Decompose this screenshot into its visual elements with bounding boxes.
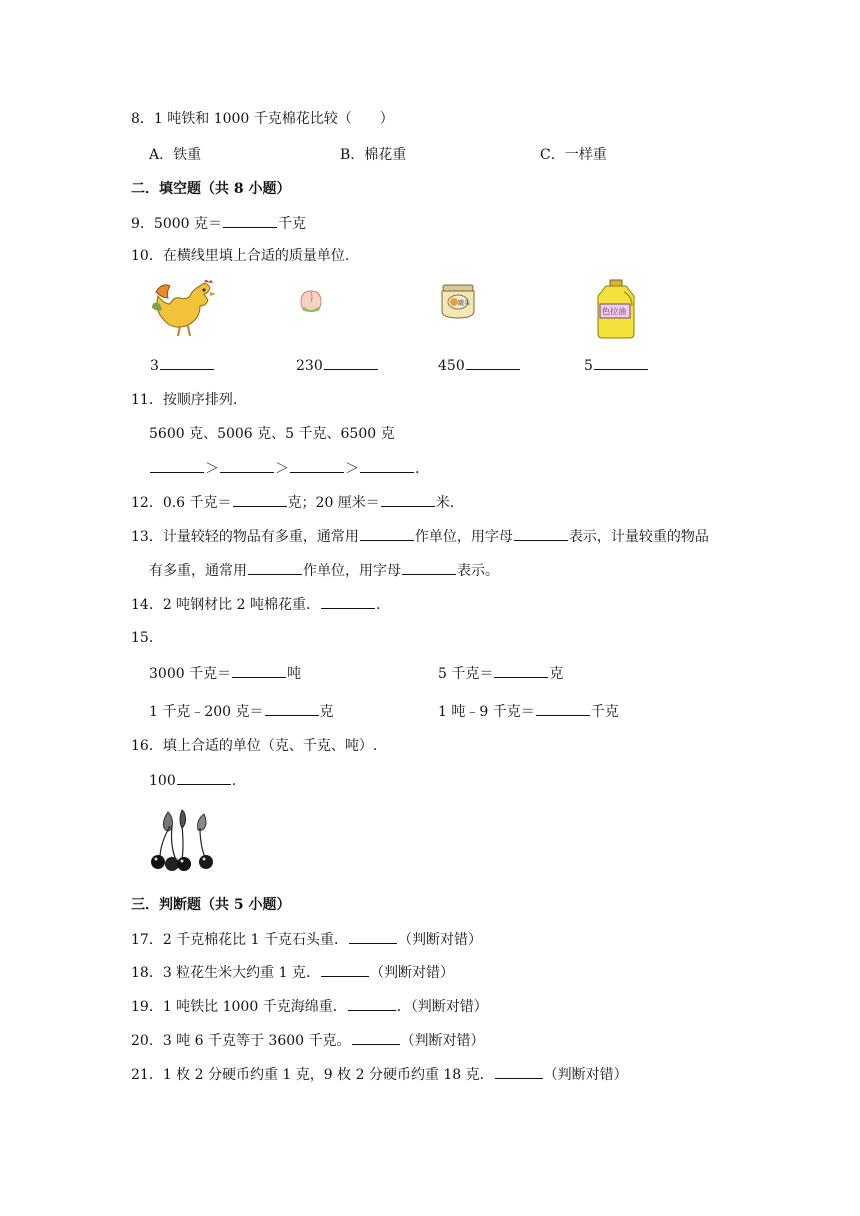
question-12-text-b: 克；20 厘米＝ — [287, 495, 380, 511]
item-number: 230 — [296, 358, 323, 374]
question-14 — [131, 594, 380, 615]
answer-blank[interactable] — [324, 355, 378, 370]
question-15-text: 1 吨﹣9 千克＝ — [438, 704, 535, 720]
question-14-text: 14．2 吨钢材比 2 吨棉花重． — [131, 597, 320, 613]
question-15-unit: 克 — [549, 666, 564, 682]
peach-icon — [296, 285, 326, 315]
judge-hint: （判断对错） — [400, 1033, 485, 1049]
question-13-text: 13．计量较轻的物品有多重，通常用 — [131, 529, 359, 545]
question-19 — [131, 996, 488, 1017]
greater-than-sign: ＞ — [275, 461, 289, 477]
question-15-number: 15． — [131, 630, 163, 646]
answer-blank[interactable] — [223, 213, 277, 228]
question-10-stem: 10．在横线里填上合适的质量单位. — [131, 248, 350, 264]
item-number: 5 — [584, 358, 593, 374]
section-2-title: 二．填空题（共 8 小题） — [131, 181, 291, 197]
answer-blank[interactable] — [160, 355, 214, 370]
question-21 — [131, 1064, 628, 1085]
question-15-d — [438, 701, 619, 722]
answer-blank[interactable] — [348, 996, 396, 1011]
question-8-option-b[interactable]: B．棉花重 — [340, 147, 407, 163]
question-13-text: 作单位，用字母 — [414, 529, 513, 545]
question-15-text: 1 千克﹣200 克＝ — [149, 704, 264, 720]
answer-blank[interactable] — [536, 701, 590, 716]
period: . — [375, 597, 381, 613]
question-19-text: 19．1 吨铁比 1000 千克海绵重． — [131, 999, 347, 1015]
question-15-b — [438, 663, 563, 684]
question-12 — [131, 492, 454, 513]
judge-hint: （判断对错） — [369, 965, 454, 981]
cherries-icon — [146, 806, 218, 878]
answer-blank[interactable] — [360, 458, 414, 473]
question-15-c — [149, 701, 334, 722]
item-number: 3 — [150, 358, 159, 374]
answer-blank[interactable] — [321, 962, 369, 977]
question-15-text: 3000 千克＝ — [149, 666, 232, 682]
jar-icon — [438, 282, 478, 320]
question-11-answer-row — [149, 458, 419, 479]
answer-blank[interactable] — [220, 458, 274, 473]
rooster-icon — [150, 278, 220, 338]
answer-blank[interactable] — [494, 663, 548, 678]
question-16-stem: 16．填上合适的单位（克、千克、吨）. — [131, 738, 378, 754]
question-18 — [131, 962, 454, 983]
answer-blank[interactable] — [290, 458, 344, 473]
answer-blank[interactable] — [495, 1064, 543, 1079]
answer-blank[interactable] — [321, 594, 375, 609]
answer-blank[interactable] — [352, 1030, 400, 1045]
answer-blank[interactable] — [594, 355, 648, 370]
judge-hint: ．（判断对错） — [396, 999, 488, 1015]
question-17 — [131, 929, 482, 950]
answer-blank[interactable] — [248, 560, 302, 575]
question-9-unit: 千克 — [278, 216, 306, 232]
answer-blank[interactable] — [265, 701, 319, 716]
answer-blank[interactable] — [466, 355, 520, 370]
question-9-text: 9．5000 克＝ — [131, 216, 222, 232]
answer-blank[interactable] — [233, 492, 287, 507]
question-9 — [131, 213, 306, 234]
question-17-text: 17．2 千克棉花比 1 千克石头重． — [131, 932, 348, 948]
bottle-label: 色拉油 — [602, 307, 626, 316]
answer-blank[interactable] — [360, 526, 414, 541]
judge-hint: （判断对错） — [543, 1067, 628, 1083]
period: . — [231, 773, 237, 789]
question-10-item-1 — [150, 355, 215, 376]
answer-blank[interactable] — [232, 663, 286, 678]
answer-blank[interactable] — [349, 929, 397, 944]
section-3-title: 三．判断题（共 5 小题） — [131, 897, 291, 913]
answer-blank[interactable] — [177, 770, 231, 785]
answer-blank[interactable] — [402, 560, 456, 575]
question-10-item-3 — [438, 355, 521, 376]
question-13-line-1 — [131, 526, 709, 547]
question-8-option-a[interactable]: A．铁重 — [149, 147, 202, 163]
question-15-unit: 克 — [319, 704, 334, 720]
question-20 — [131, 1030, 485, 1051]
question-21-text: 21．1 枚 2 分硬币约重 1 克，9 枚 2 分硬币约重 18 克． — [131, 1067, 494, 1083]
question-15-text: 5 千克＝ — [438, 666, 494, 682]
question-11-stem: 11．按顺序排列. — [131, 392, 238, 408]
judge-hint: （判断对错） — [397, 932, 482, 948]
question-20-text: 20．3 吨 6 千克等于 3600 千克。 — [131, 1033, 351, 1049]
oil-bottle-icon — [594, 278, 638, 340]
greater-than-sign: ＞ — [205, 461, 219, 477]
question-13-line-2 — [149, 560, 499, 581]
question-10-item-2 — [296, 355, 379, 376]
answer-blank[interactable] — [514, 526, 568, 541]
question-16-answer — [149, 770, 236, 791]
question-8-stem: 8．1 吨铁和 1000 千克棉花比较（ ） — [131, 111, 394, 127]
question-12-text-a: 12．0.6 千克＝ — [131, 495, 232, 511]
question-12-text-c: 米. — [435, 495, 455, 511]
answer-blank[interactable] — [150, 458, 204, 473]
question-16-number: 100 — [149, 773, 176, 789]
answer-blank[interactable] — [381, 492, 435, 507]
question-13-text: 表示。 — [457, 563, 499, 579]
question-15-unit: 吨 — [287, 666, 302, 682]
question-13-text: 表示，计量较重的物品 — [568, 529, 709, 545]
jar-label: 罐头 — [458, 300, 471, 307]
question-13-text: 有多重，通常用 — [149, 563, 247, 579]
question-18-text: 18．3 粒花生米大约重 1 克． — [131, 965, 320, 981]
question-10-item-4 — [584, 355, 649, 376]
question-8-option-c[interactable]: C．一样重 — [540, 147, 607, 163]
greater-than-sign: ＞ — [345, 461, 359, 477]
period: . — [415, 461, 420, 477]
question-13-text: 作单位，用字母 — [303, 563, 401, 579]
question-15-unit: 千克 — [590, 704, 619, 720]
item-number: 450 — [438, 358, 465, 374]
question-11-values: 5600 克、5006 克、5 千克、6500 克 — [149, 426, 395, 442]
question-15-a — [149, 663, 301, 684]
